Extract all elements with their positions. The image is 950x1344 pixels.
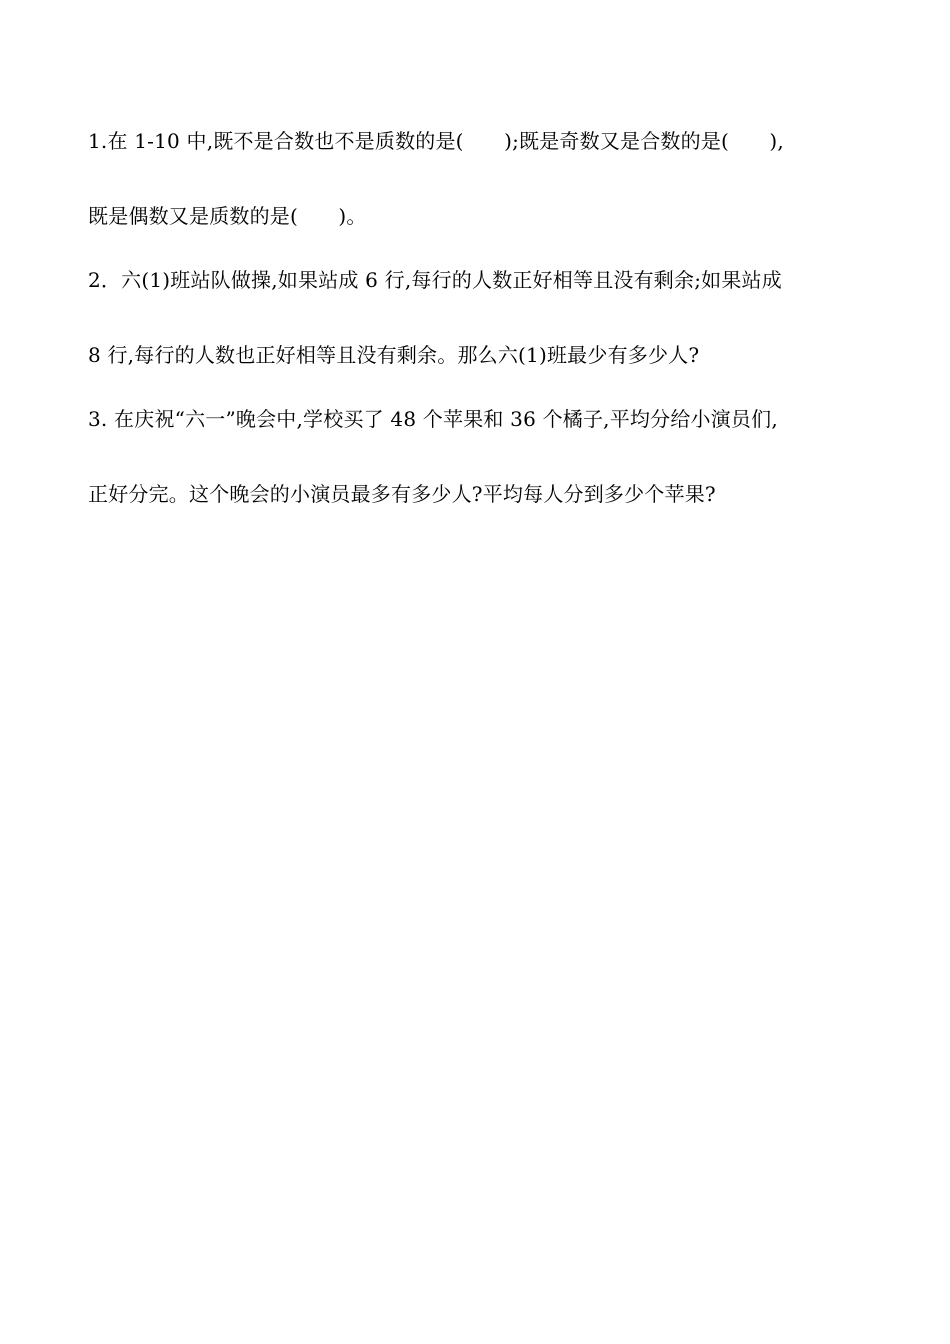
question-3-line-1: 3. 在庆祝“六一”晚会中,学校买了 48 个苹果和 36 个橘子,平均分给小演员们, [88, 407, 778, 431]
question-2-line-1: 2．六(1)班站队做操,如果站成 6 行,每行的人数正好相等且没有剩余;如果站成 [88, 268, 782, 292]
question-2-line-2: 8 行,每行的人数也正好相等且没有剩余。那么六(1)班最少有多少人? [88, 343, 700, 367]
question-1-line-2: 既是偶数又是质数的是( )。 [88, 204, 367, 228]
question-3-line-2: 正好分完。这个晚会的小演员最多有多少人?平均每人分到多少个苹果? [88, 482, 716, 506]
question-1-line-1: 1.在 1-10 中,既不是合数也不是质数的是( );既是奇数又是合数的是( ), [88, 129, 784, 153]
